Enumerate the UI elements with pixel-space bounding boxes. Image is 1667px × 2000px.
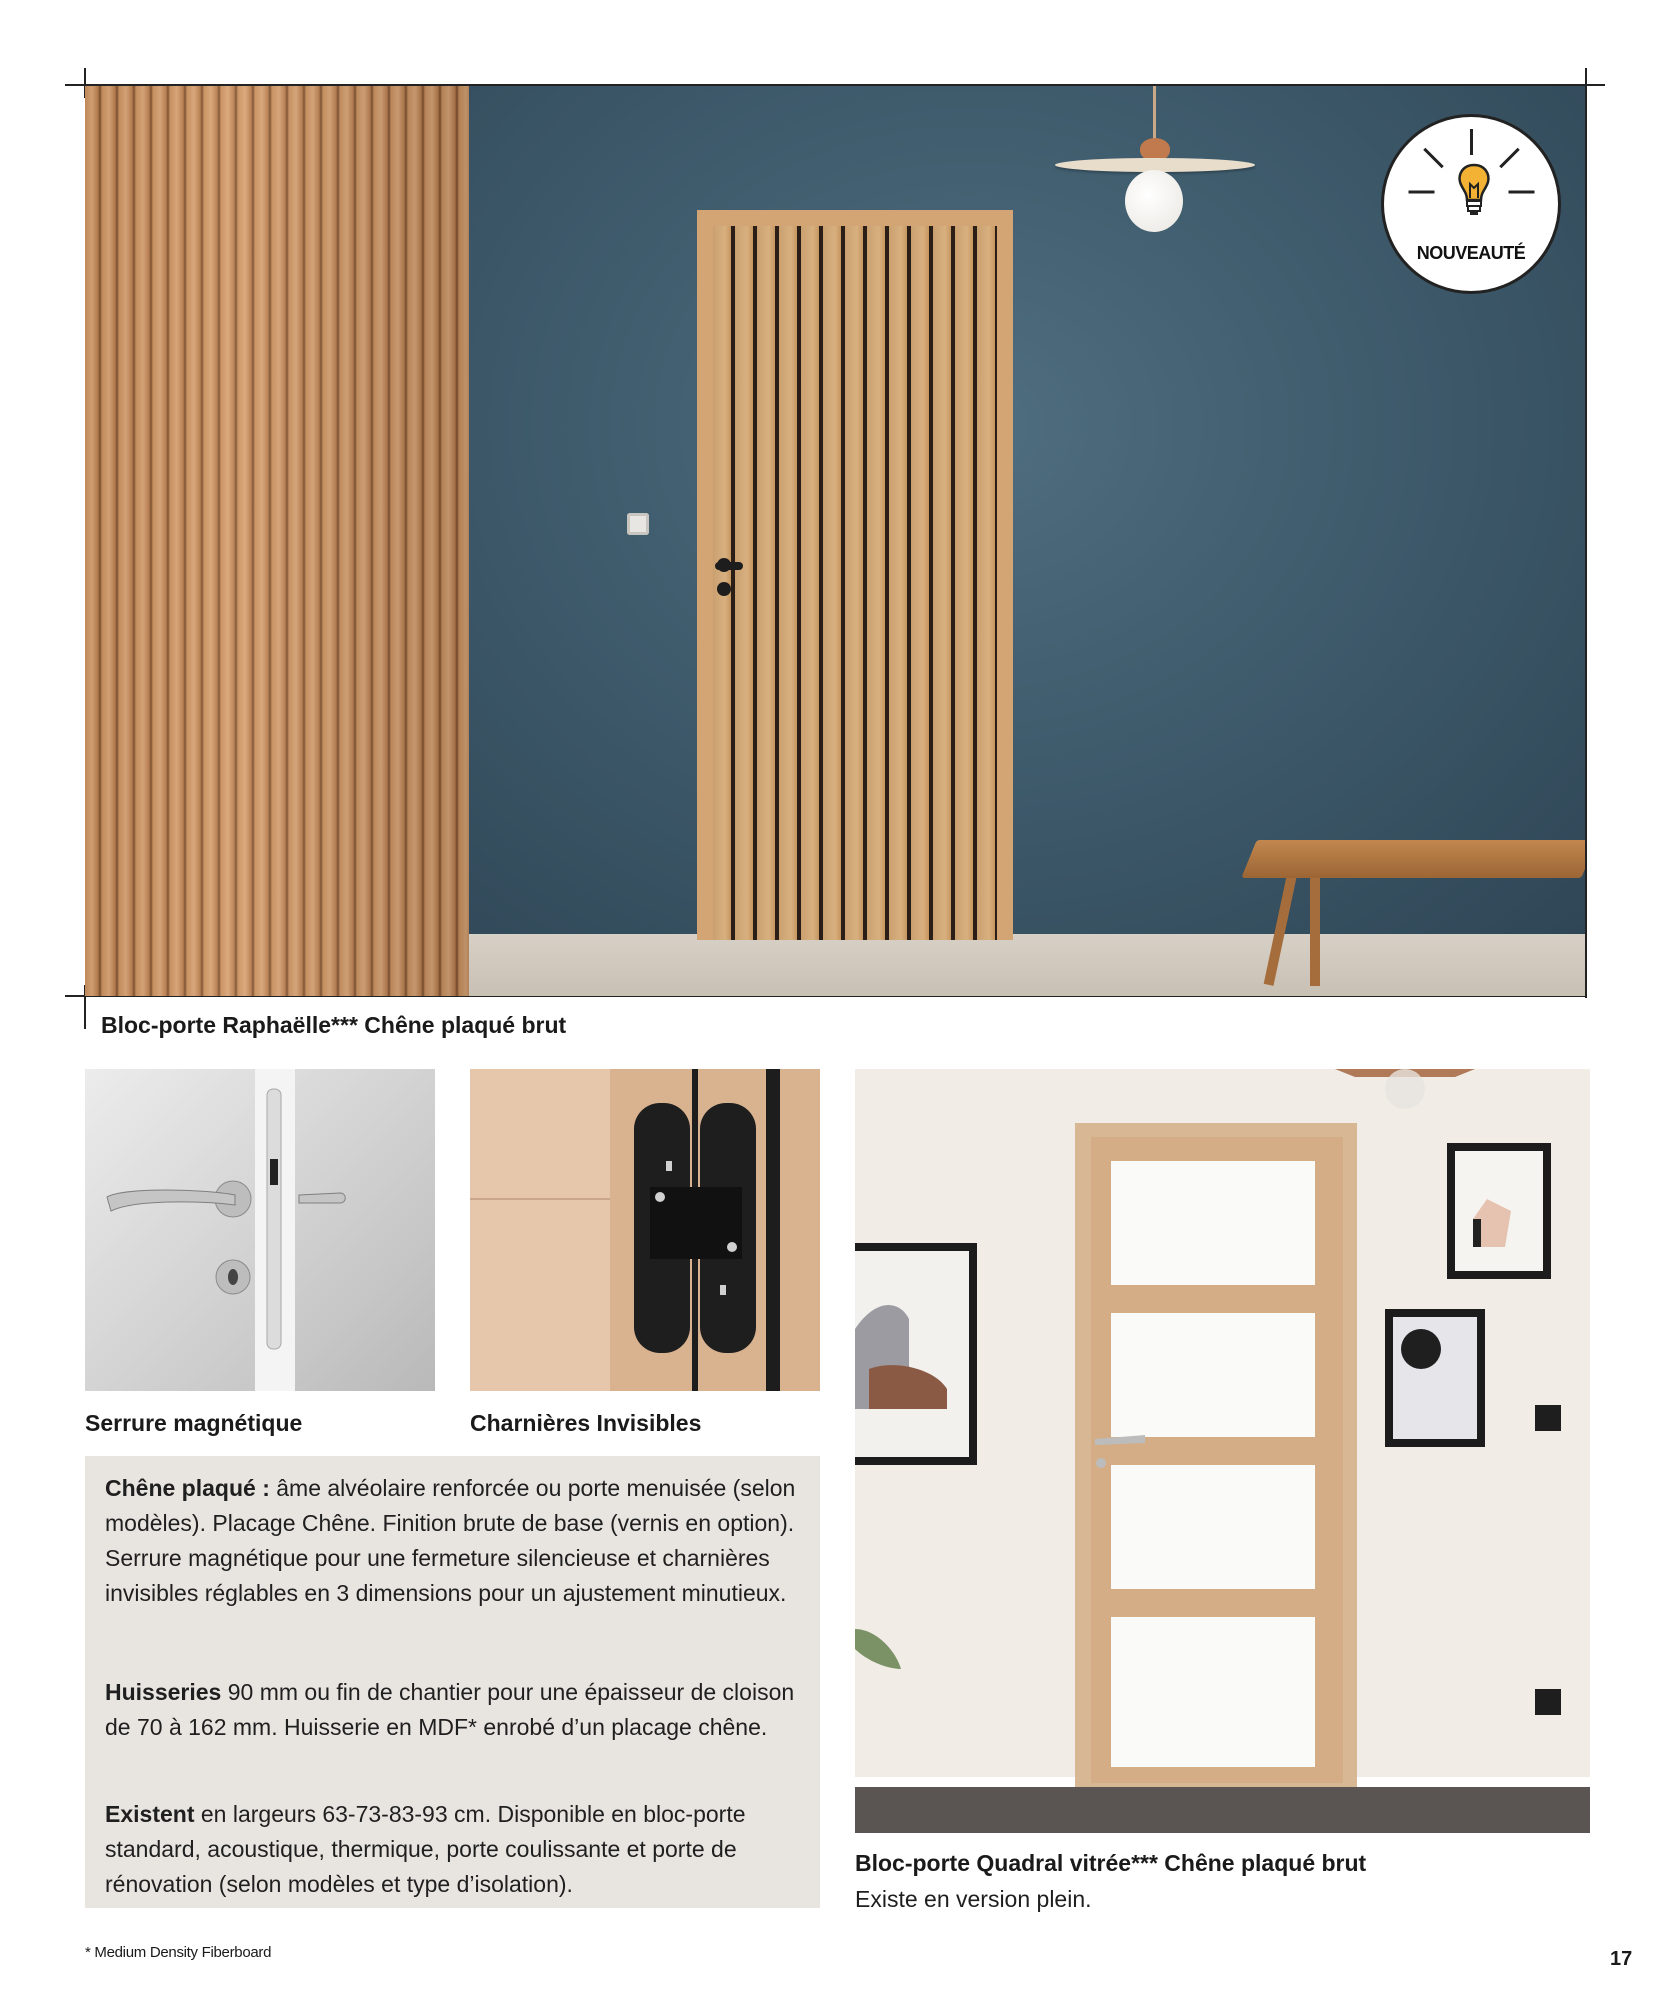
quadral-caption: Bloc-porte Quadral vitrée*** Chêne plaqué brut — [855, 1850, 1367, 1876]
pendant-bulb — [1125, 170, 1183, 232]
page-number: 17 — [1610, 1948, 1633, 1970]
floor — [469, 934, 1585, 996]
quadral-subcaption: Existe en version plein. — [855, 1886, 1092, 1912]
info-text-frames: 90 mm ou fin de chantier pour une épaisseur de cloison de 70 à 162 mm. Huisserie en MDF* enrobé d’un placage chêne. — [105, 1679, 795, 1740]
badge-ray — [1409, 191, 1435, 194]
crop-mark-right-top — [1585, 68, 1587, 998]
hinge-illustration — [470, 1069, 820, 1391]
slatted-door — [713, 226, 997, 940]
hero-photo — [85, 86, 1585, 996]
badge-ray — [1509, 191, 1535, 194]
lock-illustration — [85, 1069, 435, 1391]
badge-ray — [1423, 148, 1444, 169]
info-lead-sizes: Existent — [105, 1801, 195, 1827]
info-paragraph-frames — [105, 1675, 805, 1745]
bench-leg — [1310, 876, 1320, 986]
new-badge — [1381, 114, 1561, 294]
magnetic-lock-photo — [85, 1069, 435, 1391]
badge-ray — [1470, 129, 1473, 155]
info-lead-oak: Chêne plaqué : — [105, 1475, 270, 1501]
light-switch — [627, 513, 649, 535]
hinge-caption: Charnières Invisibles — [470, 1410, 702, 1436]
footnote: * Medium Density Fiberboard — [85, 1944, 272, 1961]
info-text-sizes: en largeurs 63-73-83-93 cm. Disponible en bloc-porte standard, acoustique, thermique, porte coulissante et porte de rénovation (selon modèles et type d’isolation). — [105, 1801, 746, 1897]
quadral-illustration — [855, 1069, 1590, 1833]
badge-label: NOUVEAUTÉ — [1416, 243, 1526, 263]
lock-caption: Serrure magnétique — [85, 1410, 303, 1436]
badge-ray — [1499, 148, 1520, 169]
door-handle-rose — [717, 558, 731, 572]
door-lock-knob — [717, 582, 731, 596]
invisible-hinges-photo — [470, 1069, 820, 1391]
wooden-bench — [1241, 840, 1585, 878]
pendant-cord — [1153, 86, 1156, 144]
quadral-door-photo — [855, 1069, 1590, 1833]
pendant-cap — [1140, 138, 1170, 160]
info-text-oak: âme alvéolaire renforcée ou porte menuisée (selon modèles). Placage Chêne. Finition brute de base (vernis en option). Serrure magnétique pour une fermeture silencieuse et charnières invisibles réglables en 3 dimensions pour un ajustement minutieux. — [105, 1475, 796, 1606]
info-paragraph-oak — [105, 1471, 805, 1611]
lightbulb-icon — [1454, 162, 1494, 218]
hero-caption: Bloc-porte Raphaëlle*** Chêne plaqué brut — [101, 1012, 567, 1038]
info-box — [85, 1456, 820, 1908]
panel-shading — [85, 86, 469, 996]
info-paragraph-sizes — [105, 1797, 805, 1902]
info-lead-frames: Huisseries — [105, 1679, 222, 1705]
